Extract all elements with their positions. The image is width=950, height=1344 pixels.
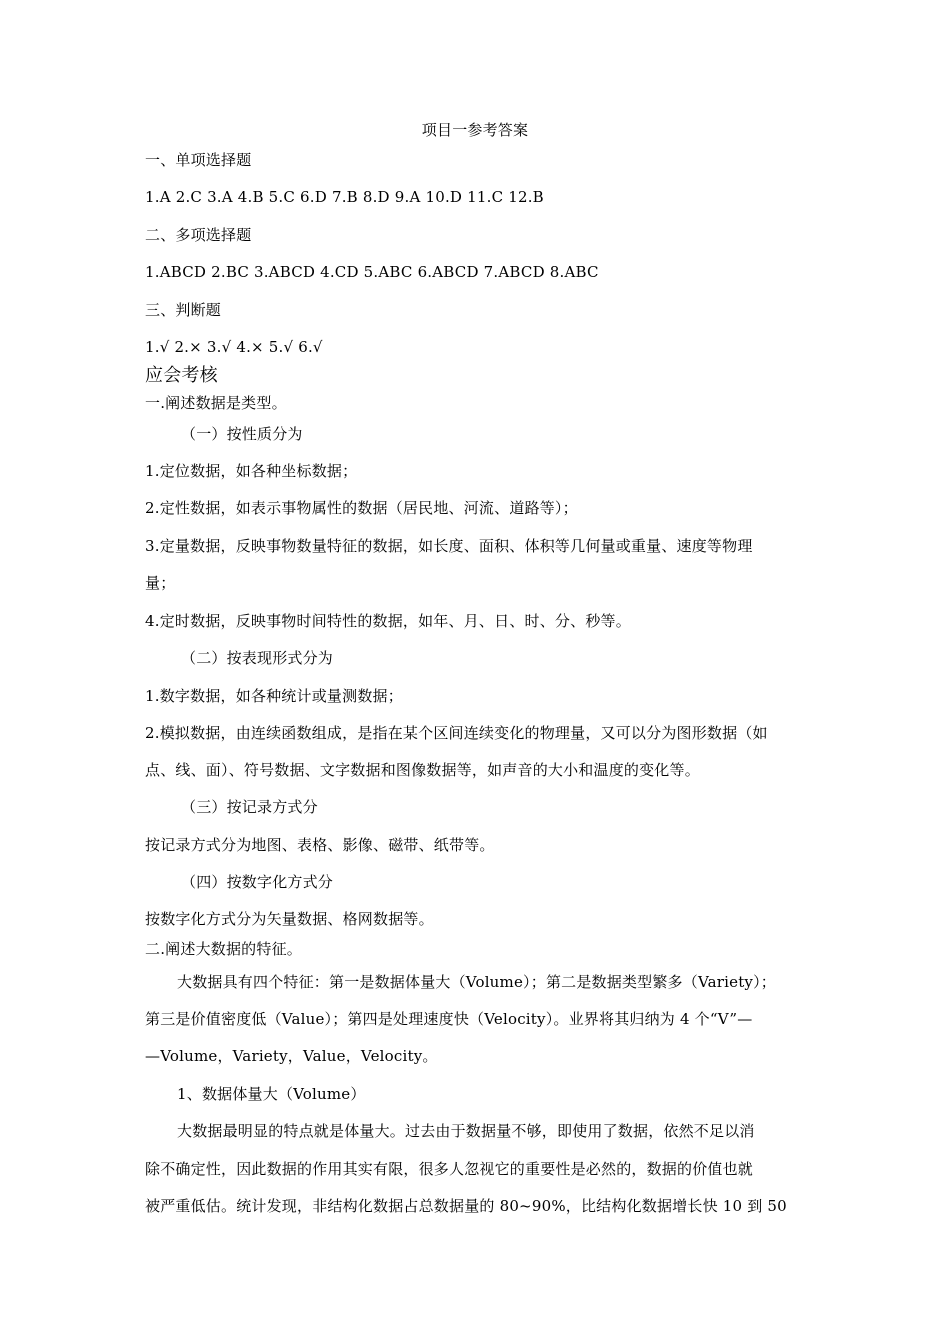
paragraph-line: 3.定量数据，反映事物数量特征的数据，如长度、面积、体积等几何量或重量、速度等物理 — [145, 537, 753, 555]
paragraph-line: 4.定时数据，反映事物时间特性的数据，如年、月、日、时、分、秒等。 — [145, 612, 631, 630]
question-heading: 一.阐述数据是类型。 — [145, 394, 287, 412]
paragraph-line: 2.模拟数据，由连续函数组成，是指在某个区间连续变化的物理量，又可以分为图形数据（如 — [145, 724, 768, 742]
paragraph-line: 除不确定性，因此数据的作用其实有限，很多人忽视它的重要性是必然的，数据的价值也就 — [145, 1160, 754, 1178]
question-heading: 二.阐述大数据的特征。 — [145, 940, 302, 958]
paragraph-line: 1.定位数据，如各种坐标数据； — [145, 462, 358, 480]
subsection-heading: （三）按记录方式分 — [181, 798, 318, 816]
subsection-heading: 1、数据体量大（Volume） — [177, 1085, 366, 1103]
subsection-heading: （四）按数字化方式分 — [181, 873, 334, 891]
paragraph-line: 大数据最明显的特点就是体量大。过去由于数据量不够，即使用了数据，依然不足以消 — [177, 1122, 755, 1140]
subsection-heading: （二）按表现形式分为 — [181, 649, 334, 667]
paragraph-line: —Volume，Variety，Value，Velocity。 — [145, 1047, 438, 1065]
true-false-answers: 1.√ 2.× 3.√ 4.× 5.√ 6.√ — [145, 338, 323, 356]
paragraph-line: 大数据具有四个特征：第一是数据体量大（Volume）；第二是数据类型繁多（Variety）； — [177, 973, 776, 991]
paragraph-line: 2.定性数据，如表示事物属性的数据（居民地、河流、道路等）； — [145, 499, 578, 517]
paragraph-line: 点、线、面）、符号数据、文字数据和图像数据等，如声音的大小和温度的变化等。 — [145, 761, 700, 779]
section-heading-true-false: 三、判断题 — [145, 301, 222, 319]
multiple-choice-answers: 1.ABCD 2.BC 3.ABCD 4.CD 5.ABC 6.ABCD 7.ABCD 8.ABC — [145, 263, 599, 281]
paragraph-line: 按记录方式分为地图、表格、影像、磁带、纸带等。 — [145, 836, 495, 854]
paragraph-line: 按数字化方式分为矢量数据、格网数据等。 — [145, 910, 434, 928]
paragraph-line: 被严重低估。统计发现，非结构化数据占总数据量的 80~90%，比结构化数据增长快 10 到 50 — [145, 1197, 787, 1215]
paragraph-line: 第三是价值密度低（Value）；第四是处理速度快（Velocity）。业界将其归纳为 4 个“V”— — [145, 1010, 753, 1028]
section-heading-multiple-choice: 二、多项选择题 — [145, 226, 252, 244]
subsection-heading: （一）按性质分为 — [181, 425, 303, 443]
paragraph-line: 1.数字数据，如各种统计或量测数据； — [145, 687, 403, 705]
section-heading-single-choice: 一、单项选择题 — [145, 151, 252, 169]
page-title: 项目一参考答案 — [421, 121, 529, 139]
assessment-heading: 应会考核 — [145, 365, 218, 386]
single-choice-answers: 1.A 2.C 3.A 4.B 5.C 6.D 7.B 8.D 9.A 10.D 11.C 12.B — [145, 188, 544, 206]
paragraph-line: 量； — [145, 574, 176, 592]
